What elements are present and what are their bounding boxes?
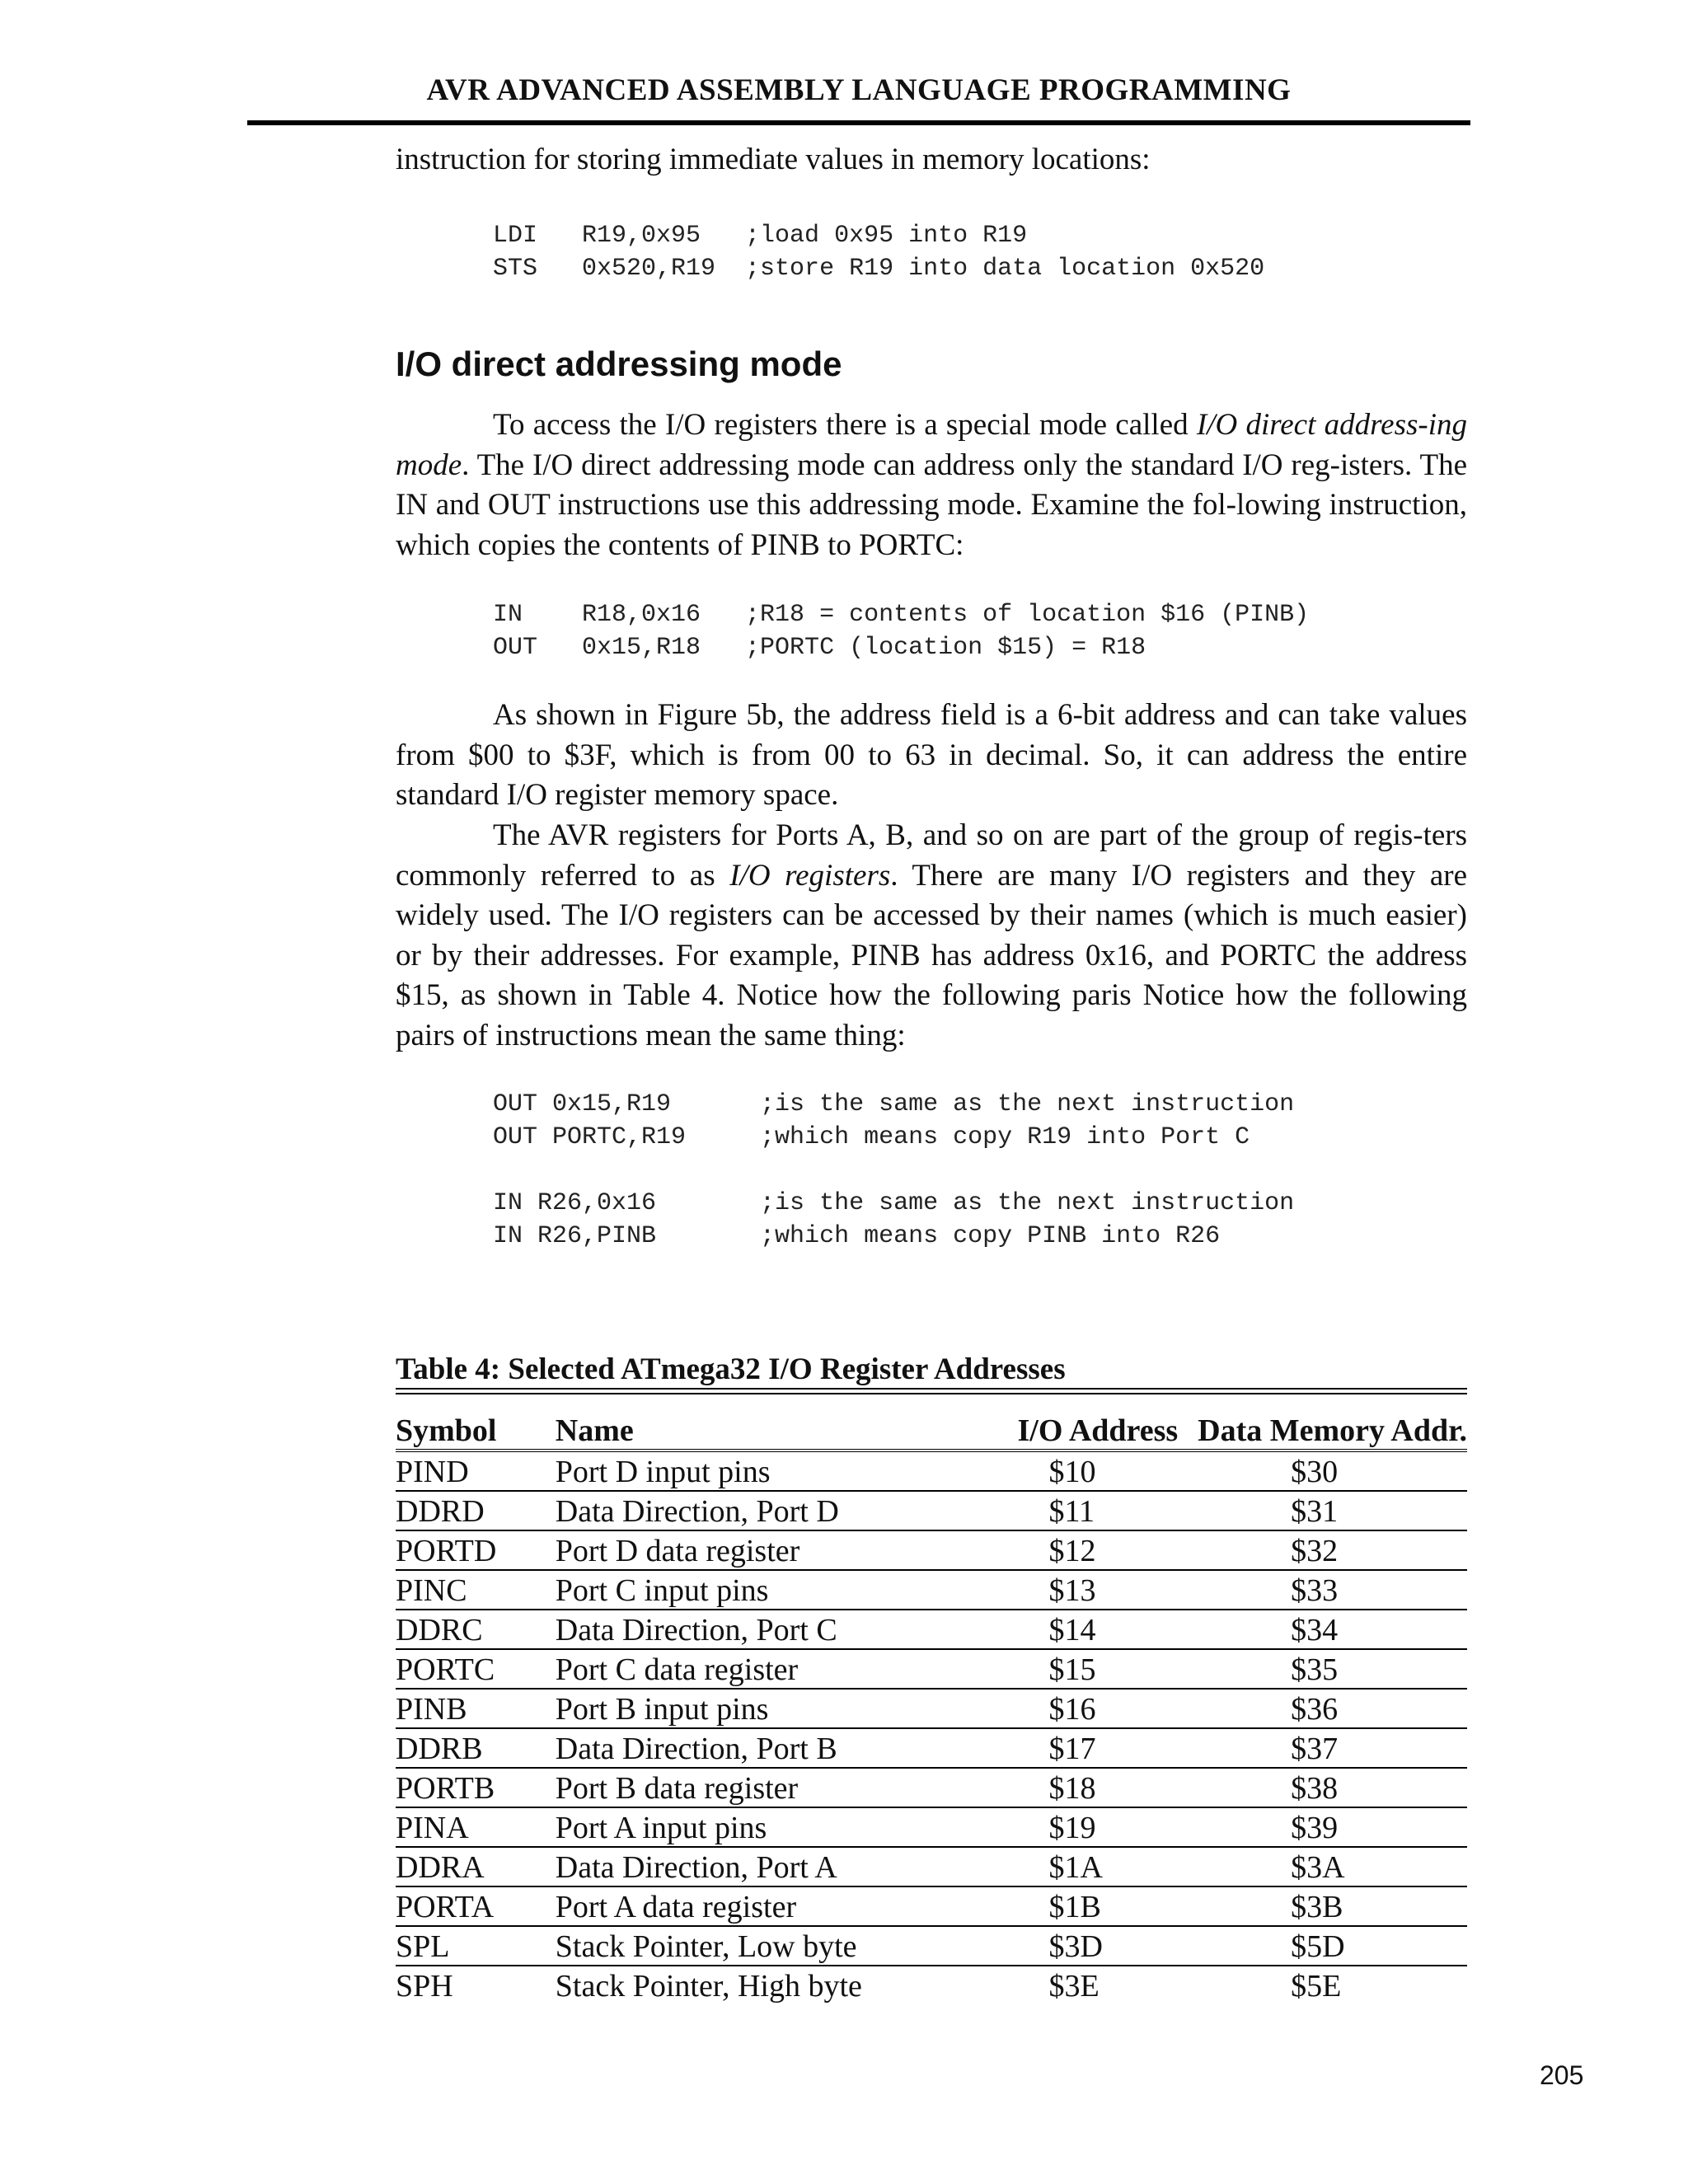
cell-name: Port A data register	[556, 1886, 917, 1926]
table-row	[396, 1847, 1467, 1886]
table-row	[396, 1768, 1467, 1807]
cell-data-memory-addr: $3A	[1189, 1847, 1467, 1886]
cell-symbol: DDRB	[396, 1728, 556, 1768]
cell-symbol: PINA	[396, 1807, 556, 1847]
table-row	[396, 1491, 1467, 1530]
page-number: 205	[1540, 2060, 1584, 2090]
cell-io-address: $1A	[917, 1847, 1189, 1886]
emphasis-io-registers: I/O registers	[729, 858, 891, 893]
cell-io-address: $18	[917, 1768, 1189, 1807]
paragraph-address-field: As shown in Figure 5b, the address field is a 6-bit address and can take values from $00 to $3F, which is from 00 to 63 in decimal. So, it can address the entire standard I/O register memory space.	[396, 698, 1467, 812]
table-row	[396, 1530, 1467, 1570]
cell-data-memory-addr: $5E	[1291, 1969, 1342, 2004]
cell-name: Port D input pins	[556, 1451, 917, 1491]
cell-symbol: PIND	[396, 1451, 556, 1491]
table-row	[396, 1886, 1467, 1926]
cell-data-memory-addr: $33	[1189, 1570, 1467, 1610]
cell-name: Port B data register	[556, 1768, 917, 1807]
code-block-in-out: IN R18,0x16 ;R18 = contents of location $16 (PINB) OUT 0x15,R18 ;PORTC (location $15) = R18	[493, 601, 1310, 662]
caption-rule-bottom	[396, 1393, 1467, 1394]
cell-data-memory-addr: $39	[1189, 1807, 1467, 1847]
table-row	[396, 1926, 1467, 1966]
cell-data-memory-addr: $31	[1189, 1491, 1467, 1530]
column-header-io-address: I/O Address	[917, 1411, 1189, 1451]
table-row	[396, 1966, 1467, 2004]
cell-name: Data Direction, Port D	[556, 1491, 917, 1530]
paragraph-io-registers	[396, 816, 1467, 1056]
paragraph-io-direct-part-a: To access the I/O registers there is a special mode called	[493, 408, 1197, 442]
cell-name: Data Direction, Port C	[556, 1610, 917, 1649]
cell-symbol: PORTC	[396, 1649, 556, 1689]
cell-data-memory-addr: $35	[1189, 1649, 1467, 1689]
code-block-pairs: OUT 0x15,R19 ;is the same as the next instruction OUT PORTC,R19 ;which means copy R19 into Port C IN R26,0x16 ;is the same as the next instruction IN R26,PINB ;which means copy PINB into R26	[493, 1090, 1295, 1250]
cell-io-address: $11	[917, 1491, 1189, 1530]
cell-io-address: $3D	[917, 1926, 1189, 1966]
cell-data-memory-addr: $38	[1189, 1768, 1467, 1807]
cell-name: Port C input pins	[556, 1570, 917, 1610]
cell-io-address: $19	[917, 1807, 1189, 1847]
cell-io-address: $10	[917, 1451, 1189, 1491]
header-rule	[247, 120, 1470, 125]
cell-symbol: DDRC	[396, 1610, 556, 1649]
cell-name: Stack Pointer, High byte	[555, 1969, 862, 2004]
cell-io-address: $3E	[1048, 1969, 1100, 2004]
cell-data-memory-addr: $37	[1189, 1728, 1467, 1768]
cell-name: Data Direction, Port A	[556, 1847, 917, 1886]
paragraph-io-direct	[396, 405, 1467, 565]
cell-name: Port B input pins	[556, 1689, 917, 1728]
table-row	[396, 1689, 1467, 1728]
section-heading: I/O direct addressing mode	[396, 344, 842, 383]
cell-data-memory-addr: $30	[1189, 1451, 1467, 1491]
cell-io-address: $1B	[917, 1886, 1189, 1926]
cell-io-address: $12	[917, 1530, 1189, 1570]
paragraph-intro: instruction for storing immediate values in memory locations:	[396, 143, 1151, 176]
cell-name: Data Direction, Port B	[556, 1728, 917, 1768]
cell-symbol: PORTA	[396, 1886, 556, 1926]
cell-data-memory-addr: $34	[1189, 1610, 1467, 1649]
cell-io-address: $14	[917, 1610, 1189, 1649]
table-row	[396, 1807, 1467, 1847]
caption-rule-top	[396, 1388, 1467, 1390]
table-caption: Table 4: Selected ATmega32 I/O Register Addresses	[396, 1352, 1066, 1386]
table-row	[396, 1649, 1467, 1689]
cell-symbol: DDRA	[396, 1847, 556, 1886]
cell-symbol: PINB	[396, 1689, 556, 1728]
column-header-name: Name	[556, 1411, 917, 1451]
cell-name: Port D data register	[556, 1530, 917, 1570]
table-row	[396, 1570, 1467, 1610]
cell-name: Stack Pointer, Low byte	[556, 1926, 917, 1966]
cell-data-memory-addr: $5D	[1189, 1926, 1467, 1966]
register-table	[396, 1411, 1467, 2004]
cell-symbol: SPL	[396, 1926, 556, 1966]
cell-name: Port C data register	[556, 1649, 917, 1689]
table-row	[396, 1610, 1467, 1649]
running-head: AVR ADVANCED ASSEMBLY LANGUAGE PROGRAMMING	[426, 73, 1292, 107]
cell-data-memory-addr: $32	[1189, 1530, 1467, 1570]
paragraph-io-registers-part-a: The AVR registers for Ports A, B, and so on are part of the group of regis-ters commonly referred to as	[396, 818, 1467, 893]
column-header-symbol: Symbol	[396, 1411, 556, 1451]
cell-symbol: SPH	[396, 1969, 453, 2004]
cell-io-address: $17	[917, 1728, 1189, 1768]
table-row	[396, 1451, 1467, 1491]
emphasis-io-direct: I/O direct address-ing mode	[396, 408, 1467, 482]
cell-io-address: $13	[917, 1570, 1189, 1610]
cell-symbol: PORTD	[396, 1530, 556, 1570]
code-block-ldi-sts: LDI R19,0x95 ;load 0x95 into R19 STS 0x520,R19 ;store R19 into data location 0x520	[493, 222, 1265, 283]
table-row	[396, 1728, 1467, 1768]
cell-name: Port A input pins	[556, 1807, 917, 1847]
cell-data-memory-addr: $36	[1189, 1689, 1467, 1728]
cell-io-address: $16	[917, 1689, 1189, 1728]
column-header-data-memory-addr: Data Memory Addr.	[1189, 1411, 1467, 1451]
cell-data-memory-addr: $3B	[1189, 1886, 1467, 1926]
paragraph-io-registers-part-b: . There are many I/O registers and they are widely used. The I/O registers can be accessed by their names (which is much easier) or by their addresses. For example, PINB has address 0x16, and PORTC the address $15, as shown in Table 4. Notice how the following paris Notice how the following pairs of instructions mean the same thing:	[396, 858, 1468, 1052]
cell-symbol: DDRD	[396, 1491, 556, 1530]
paragraph-io-direct-part-b: . The I/O direct addressing mode can address only the standard I/O reg-isters. The IN and OUT instructions use this addressing mode. Examine the fol-lowing instruction, which copies the contents of PINB to PORTC:	[396, 448, 1467, 562]
cell-io-address: $15	[917, 1649, 1189, 1689]
cell-symbol: PORTB	[396, 1768, 556, 1807]
cell-symbol: PINC	[396, 1570, 556, 1610]
table-header-row	[396, 1411, 1467, 1451]
